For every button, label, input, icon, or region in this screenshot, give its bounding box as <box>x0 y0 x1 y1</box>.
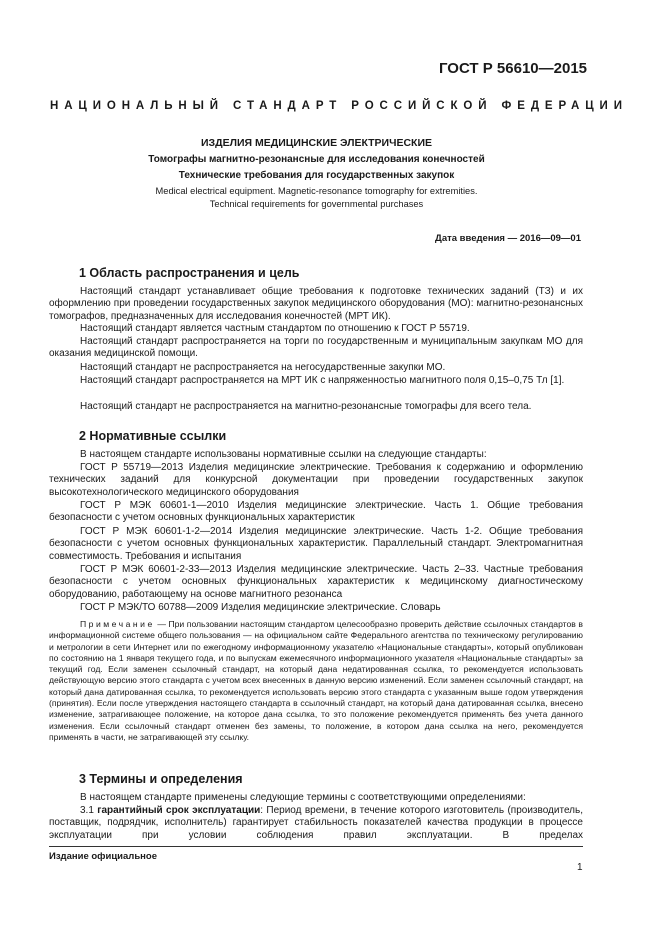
introduction-date: Дата введения — 2016—09—01 <box>435 233 581 244</box>
section-1-paragraph: Настоящий стандарт распространяется на МРТ ИК с напряженностью магнитного поля 0,15–0,75 Тл [1]. <box>80 375 565 386</box>
term-name: гарантийный срок эксплуатации <box>97 805 261 816</box>
section-1-paragraph: Настоящий стандарт является частным стандартом по отношению к ГОСТ Р 55719. <box>80 323 470 334</box>
footer-divider <box>49 846 583 847</box>
normative-reference: ГОСТ Р МЭК/ТО 60788—2009 Изделия медицинские электрические. Словарь <box>80 602 441 613</box>
normative-reference: ГОСТ Р 55719—2013 Изделия медицинские электрические. Требования к содержанию и оформлению технических заданий для конкурсной документации при проведении государственных закупок высокотехнологического медицинского оборудования <box>49 462 583 498</box>
normative-reference: ГОСТ Р МЭК 60601-2-33—2013 Изделия медицинские электрические. Часть 2–33. Частные требования безопасности с учетом основных функциональных характеристик к медицинскому диагностическому оборудованию, работающему на основе магнитного резонанса <box>49 564 583 600</box>
title-english-2: Technical requirements for governmental purchases <box>209 199 424 209</box>
title-main: ИЗДЕЛИЯ МЕДИЦИНСКИЕ ЭЛЕКТРИЧЕСКИЕ <box>200 137 433 149</box>
note-label: Примечание <box>80 619 155 629</box>
section-2-heading: 2 Нормативные ссылки <box>79 429 227 443</box>
section-3-intro: В настоящем стандарте применены следующие термины с соответствующими определениями: <box>80 792 526 803</box>
section-2-intro: В настоящем стандарте использованы нормативные ссылки на следующие стандарты: <box>80 449 487 460</box>
gost-number: ГОСТ Р 56610—2015 <box>438 60 587 77</box>
section-1-paragraph: Настоящий стандарт не распространяется на магнитно-резонансные томографы для всего тела. <box>80 401 532 412</box>
section-1-paragraph: Настоящий стандарт не распространяется на негосударственные закупки МО. <box>80 362 446 373</box>
section-1-paragraph: Настоящий стандарт устанавливает общие требования к подготовке технических заданий (ТЗ) и их оформлению при проведении государственных закупок медицинского оборудования (МО): магнитно-резонансных томографов, предназначенных для исследования конечностей (МРТ ИК). <box>49 286 583 322</box>
section-3-heading: 3 Термины и определения <box>79 772 243 786</box>
page-number: 1 <box>577 862 583 873</box>
title-subtitle-1: Томографы магнитно-резонансные для исследования конечностей <box>148 154 485 165</box>
term-definition <box>49 805 583 842</box>
section-1-heading: 1 Область распространения и цель <box>79 266 300 280</box>
official-edition-label: Издание официальное <box>49 851 157 862</box>
term-definition-text: : Период времени, в течение которого изготовитель (производитель, поставщик, подрядчик, исполнитель) гарантирует стабильность показателей качества продукции в процессе эксплуатации при условии соблюдения правил эксплуатации. В пределах <box>49 805 583 841</box>
note-block <box>49 619 583 743</box>
normative-reference: ГОСТ Р МЭК 60601-1-2—2014 Изделия медицинские электрические. Часть 1-2. Общие требования безопасности с учетом основных функциональных характеристик. Параллельный стандарт. Электромагнитная совместимость. Требования и испытания <box>49 526 583 562</box>
normative-reference: ГОСТ Р МЭК 60601-1—2010 Изделия медицинские электрические. Часть 1. Общие требования безопасности с учетом основных функциональных характеристик <box>49 500 583 524</box>
term-number: 3.1 <box>80 805 94 816</box>
title-english-1: Medical electrical equipment. Magnetic-resonance tomography for extremities. <box>155 186 478 196</box>
note-text: — При пользовании настоящим стандартом целесообразно проверить действие ссылочных стандартов в информационной системе общего пользования — на официальном сайте Федерального агентства по техническому регулированию и метрологии в сети Интернет или по ежегодному информационному указателю «Национальные стандарты», который опубликован по состоянию на 1 января текущего года, и по выпускам ежемесячного информационного указателя «Национальные стандарты» за текущий год. Если заменен ссылочный стандарт, на который дана недатированная ссылка, то рекомендуется использовать действующую версию этого стандарта с учетом всех внесенных в данную версию изменений. Если заменен ссылочный стандарт, на который дана датированная ссылка, то рекомендуется использовать версию этого стандарта с указанным выше годом утверждения (принятия). Если после утверждения настоящего стандарта в ссылочный стандарт, на который дана датированная ссылка, внесено изменение, затрагивающее положение, на которое дана ссылка, то это положение рекомендуется применять без учета данного изменения. Если ссылочный стандарт отменен без замены, то положение, в котором дана ссылка на него, рекомендуется применять в части, не затрагивающей эту ссылку. <box>49 619 583 742</box>
national-standard-banner: НАЦИОНАЛЬНЫЙ СТАНДАРТ РОССИЙСКОЙ ФЕДЕРАЦИИ <box>50 100 628 112</box>
title-subtitle-2: Технические требования для государственных закупок <box>178 170 455 181</box>
section-1-paragraph: Настоящий стандарт распространяется на торги по государственным и муниципальным закупкам МО для оказания медицинской помощи. <box>49 336 583 360</box>
